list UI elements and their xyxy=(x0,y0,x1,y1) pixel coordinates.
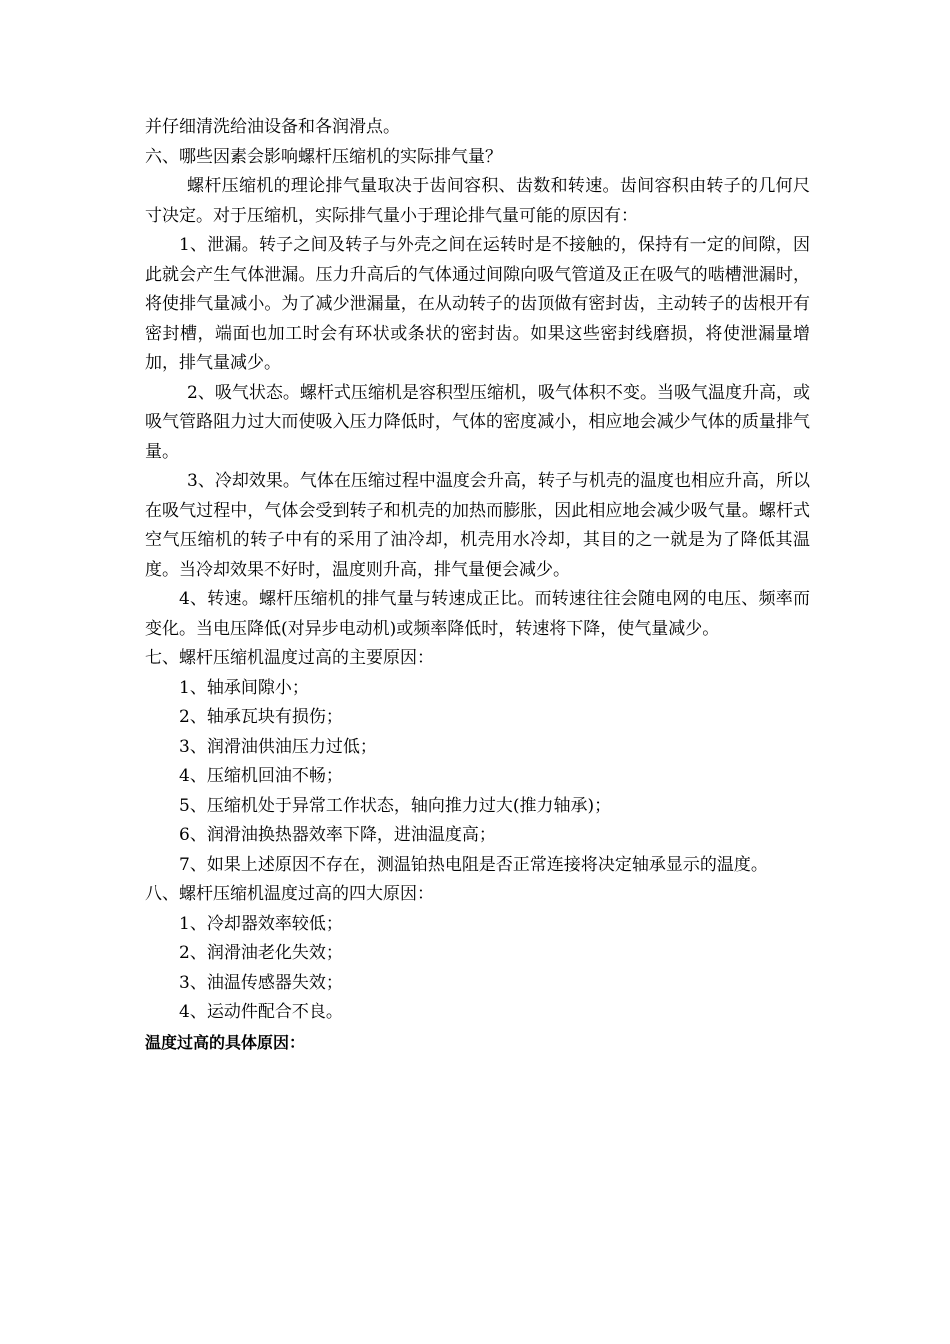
section-6-heading: 六、哪些因素会影响螺杆压缩机的实际排气量？ xyxy=(145,146,502,167)
intro-line: 并仔细清洗给油设备和各润滑点。 xyxy=(145,117,400,137)
section-8-item-1: 1、冷却器效率较低； xyxy=(179,913,343,934)
section-8-item-3: 3、油温传感器失效； xyxy=(179,972,343,993)
section-6-item-3: 3、冷却效果。气体在压缩过程中温度会升高，转子与机壳的温度也相应升高，所以在吸气过程中，气体会受到转子和机壳的加热而膨胀，因此相应地会减少吸气量。螺杆式空气压缩机的转子中有的采用了油冷却，机壳用水冷却，其目的之一就是为了降低其温度。当冷却效果不好时，温度则升高，排气量便会减少。 xyxy=(145,471,810,580)
document-page xyxy=(145,113,810,1057)
section-7-item-7: 7、如果上述原因不存在，测温铂热电阻是否正常连接将决定轴承显示的温度。 xyxy=(179,854,768,875)
section-7-item-6: 6、润滑油换热器效率下降，进油温度高； xyxy=(179,825,496,845)
section-6-item-1: 1、泄漏。转子之间及转子与外壳之间在运转时是不接触的，保持有一定的间隙，因此就会产生气体泄漏。压力升高后的气体通过间隙向吸气管道及正在吸气的啮槽泄漏时，将使排气量减小。为了减少泄漏量，在从动转子的齿顶做有密封齿，主动转子的齿根开有密封槽，端面也加工时会有环状或条状的密封齿。如果这些密封线磨损，将使泄漏量增加，排气量减少。 xyxy=(145,235,810,373)
section-7-item-2: 2、轴承瓦块有损伤； xyxy=(179,707,343,727)
section-8-heading: 八、螺杆压缩机温度过高的四大原因： xyxy=(145,884,434,904)
section-6-item-4: 4、转速。螺杆压缩机的排气量与转速成正比。而转速往往会随电网的电压、频率而变化。当电压降低(对异步电动机)或频率降低时，转速将下降，使气量减少。 xyxy=(145,589,810,639)
section-8-item-4: 4、运动件配合不良。 xyxy=(179,1002,343,1022)
section-6-intro: 螺杆压缩机的理论排气量取决于齿间容积、齿数和转速。齿间容积由转子的几何尺寸决定。对于压缩机，实际排气量小于理论排气量可能的原因有： xyxy=(145,176,810,226)
section-8-item-2: 2、润滑油老化失效； xyxy=(179,943,343,963)
section-7-item-3: 3、润滑油供油压力过低； xyxy=(179,736,377,757)
section-7-item-1: 1、轴承间隙小； xyxy=(179,677,309,698)
section-7-heading: 七、螺杆压缩机温度过高的主要原因： xyxy=(145,648,434,668)
section-7-item-5: 5、压缩机处于异常工作状态，轴向推力过大(推力轴承)； xyxy=(179,795,612,816)
bold-heading: 温度过高的具体原因： xyxy=(145,1032,306,1052)
section-6-item-2: 2、吸气状态。螺杆式压缩机是容积型压缩机，吸气体积不变。当吸气温度升高，或吸气管路阻力过大而使吸入压力降低时，气体的密度减小，相应地会减少气体的质量排气量。 xyxy=(145,382,810,462)
section-7-item-4: 4、压缩机回油不畅； xyxy=(179,766,343,786)
